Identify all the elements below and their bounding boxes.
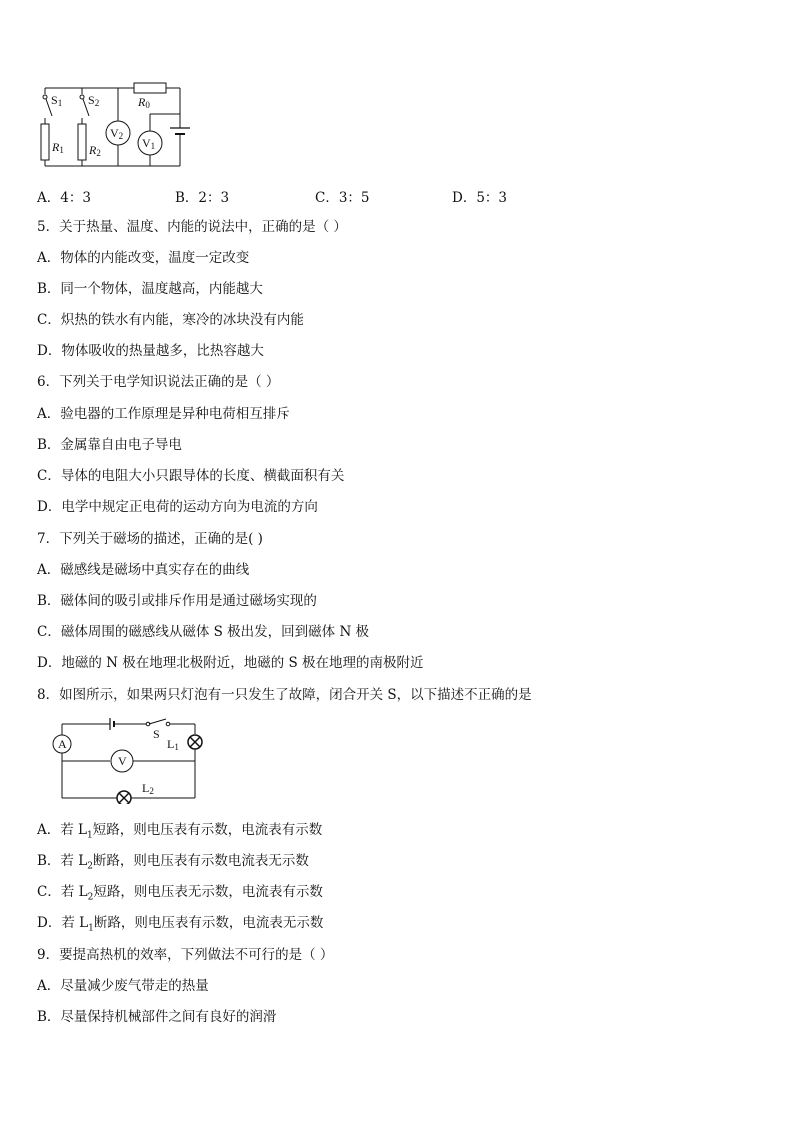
q8-option-d: D．若 $L_1$断路，则电压表有示数，电流表无示数 bbox=[37, 915, 324, 934]
svg-text:S2: S2 bbox=[88, 93, 100, 108]
svg-text:V1: V1 bbox=[142, 136, 156, 151]
q8-circuit-diagram bbox=[42, 712, 212, 804]
q6-option-c: C．导体的电阻大小只跟导体的长度、横截面积有关 bbox=[37, 468, 345, 484]
q6-option-d: D．电学中规定正电荷的运动方向为电流的方向 bbox=[37, 499, 318, 515]
svg-text:A: A bbox=[58, 737, 67, 751]
svg-text:R2: R2 bbox=[89, 143, 101, 158]
q5-stem: 5．关于热量、温度、内能的说法中，正确的是（ ） bbox=[37, 219, 347, 235]
q6-option-b: B．金属靠自由电子导电 bbox=[37, 437, 182, 453]
q4-circuit-diagram bbox=[30, 78, 200, 178]
svg-text:L2: L2 bbox=[142, 781, 154, 796]
q5-option-d: D．物体吸收的热量越多，比热容越大 bbox=[37, 343, 264, 359]
q8-option-a: A．若 $L_1$短路，则电压表有示数，电流表有示数 bbox=[37, 822, 323, 841]
resistor-r1 bbox=[41, 124, 49, 160]
q4-option-b: B．2：3 bbox=[175, 190, 230, 206]
q7-stem: 7．下列关于磁场的描述，正确的是( ) bbox=[37, 531, 263, 547]
q7-option-b: B．磁体间的吸引或排斥作用是通过磁场实现的 bbox=[37, 593, 317, 609]
q7-option-c: C．磁体周围的磁感线从磁体 S 极出发，回到磁体 N 极 bbox=[37, 624, 370, 640]
svg-text:S: S bbox=[153, 727, 160, 741]
q5-option-b: B．同一个物体，温度越高，内能越大 bbox=[37, 281, 263, 297]
q9-option-a: A．尽量减少废气带走的热量 bbox=[37, 978, 209, 994]
svg-text:R0: R0 bbox=[138, 95, 150, 110]
q9-option-b: B．尽量保持机械部件之间有良好的润滑 bbox=[37, 1009, 277, 1025]
q4-options bbox=[37, 186, 597, 204]
q7-option-a: A．磁感线是磁场中真实存在的曲线 bbox=[37, 562, 250, 578]
resistor-r2 bbox=[78, 124, 86, 160]
q6-option-a: A．验电器的工作原理是异种电荷相互排斥 bbox=[37, 406, 290, 422]
q8-option-c: C．若 $L_2$短路，则电压表无示数，电流表有示数 bbox=[37, 884, 323, 903]
q7-option-d: D．地磁的 N 极在地理北极附近，地磁的 S 极在地理的南极附近 bbox=[37, 655, 424, 671]
q8-option-b: B．若 $L_2$断路，则电压表有示数电流表无示数 bbox=[37, 853, 309, 872]
resistor-r0 bbox=[134, 83, 166, 93]
svg-text:L1: L1 bbox=[167, 737, 179, 752]
q4-option-a: A．4：3 bbox=[37, 190, 91, 206]
svg-text:V2: V2 bbox=[110, 126, 124, 141]
q4-option-d: D．5：3 bbox=[452, 190, 508, 206]
q4-option-c: C．3：5 bbox=[315, 190, 370, 206]
q5-option-c: C．炽热的铁水有内能，寒冷的冰块没有内能 bbox=[37, 312, 304, 328]
q9-stem: 9．要提高热机的效率，下列做法不可行的是（ ） bbox=[37, 947, 334, 963]
svg-text:R1: R1 bbox=[52, 140, 64, 155]
svg-text:S1: S1 bbox=[51, 93, 63, 108]
q6-stem: 6．下列关于电学知识说法正确的是（ ） bbox=[37, 374, 280, 390]
q5-option-a: A．物体的内能改变，温度一定改变 bbox=[37, 250, 250, 266]
svg-text:V: V bbox=[118, 754, 127, 768]
q8-stem: 8．如图所示，如果两只灯泡有一只发生了故障，闭合开关 S，以下描述不正确的是 bbox=[37, 687, 532, 703]
